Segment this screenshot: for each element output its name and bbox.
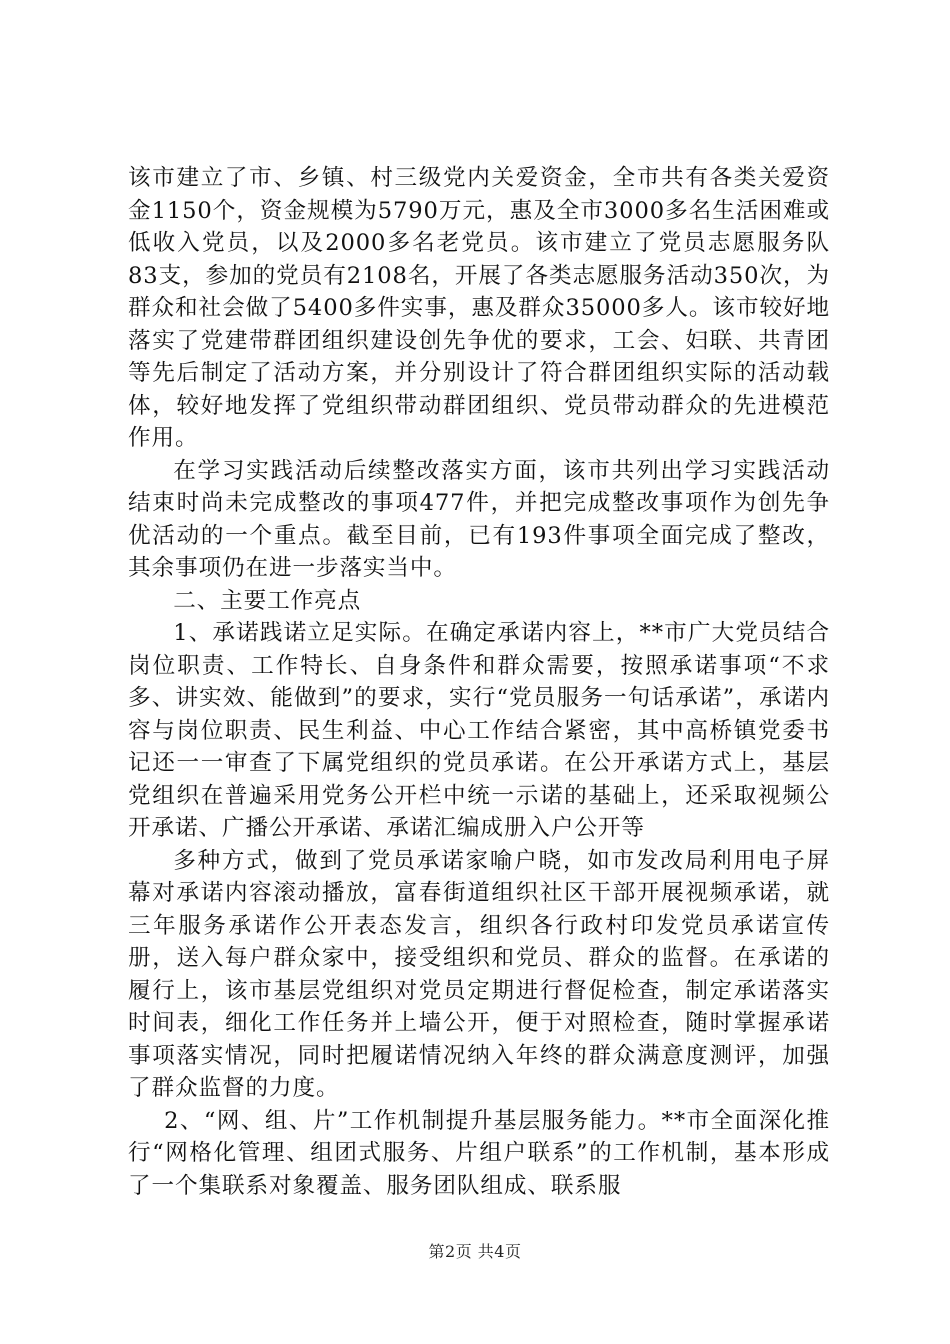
section-heading-highlights: 二、主要工作亮点 [173,587,362,614]
paragraph-commitment-methods: 多种方式，做到了党员承诺家喻户晓，如市发改局利用电子屏幕对承诺内容滚动播放，富春街道组织社区干部开展视频承诺，就三年服务承诺作公开表态发言，组织各行政村印发党员承诺宣传册，送入每户群众家中，接受组织和党员、群众的监督。在承诺的履行上，该市基层党组织对党员定期进行督促检查，制定承诺落实时间表，细化工作任务并上墙公开，便于对照检查，随时掌握承诺事项落实情况，同时把履诺情况纳入年终的群众满意度测评，加强了群众监督的力度。 [128,847,830,1101]
paragraph-commitment: 1、承诺践诺立足实际。在确定承诺内容上，**市广大党员结合岗位职责、工作特长、自身条件和群众需要，按照承诺事项“不求多、讲实效、能做到”的要求，实行“党员服务一句话承诺”，承诺内容与岗位职责、民生利益、中心工作结合紧密，其中高桥镇党委书记还一一审查了下属党组织的党员承诺。在公开承诺方式上，基层党组织在普遍采用党务公开栏中统一示诺的基础上，还采取视频公开承诺、广播公开承诺、承诺汇编成册入户公开等 [128,620,830,841]
paragraph-rectification: 在学习实践活动后续整改落实方面，该市共列出学习实践活动结束时尚未完成整改的事项477件，并把完成整改事项作为创先争优活动的一个重点。截至目前，已有193件事项全面完成了整改，其余事项仍在进一步落实当中。 [128,457,830,581]
page-footer: 第2页 共4页 [428,1242,522,1261]
paragraph-grid-mechanism: 2、“网、组、片”工作机制提升基层服务能力。**市全面深化推行“网格化管理、组团式服务、片组户联系”的工作机制，基本形成了一个集联系对象覆盖、服务团队组成、联系服 [128,1107,830,1199]
document-body [128,162,830,1202]
paragraph-care-fund: 该市建立了市、乡镇、村三级党内关爱资金，全市共有各类关爱资金1150个，资金规模为5790万元，惠及全市3000多名生活困难或低收入党员，以及2000多名老党员。该市建立了党员志愿服务队83支，参加的党员有2108名，开展了各类志愿服务活动350次，为群众和社会做了5400多件实事，惠及群众35000多人。该市较好地落实了党建带群团组织建设创先争优的要求，工会、妇联、共青团等先后制定了活动方案，并分别设计了符合群团组织实际的活动载体，较好地发挥了党组织带动群团组织、党员带动群众的先进模范作用。 [128,165,830,451]
